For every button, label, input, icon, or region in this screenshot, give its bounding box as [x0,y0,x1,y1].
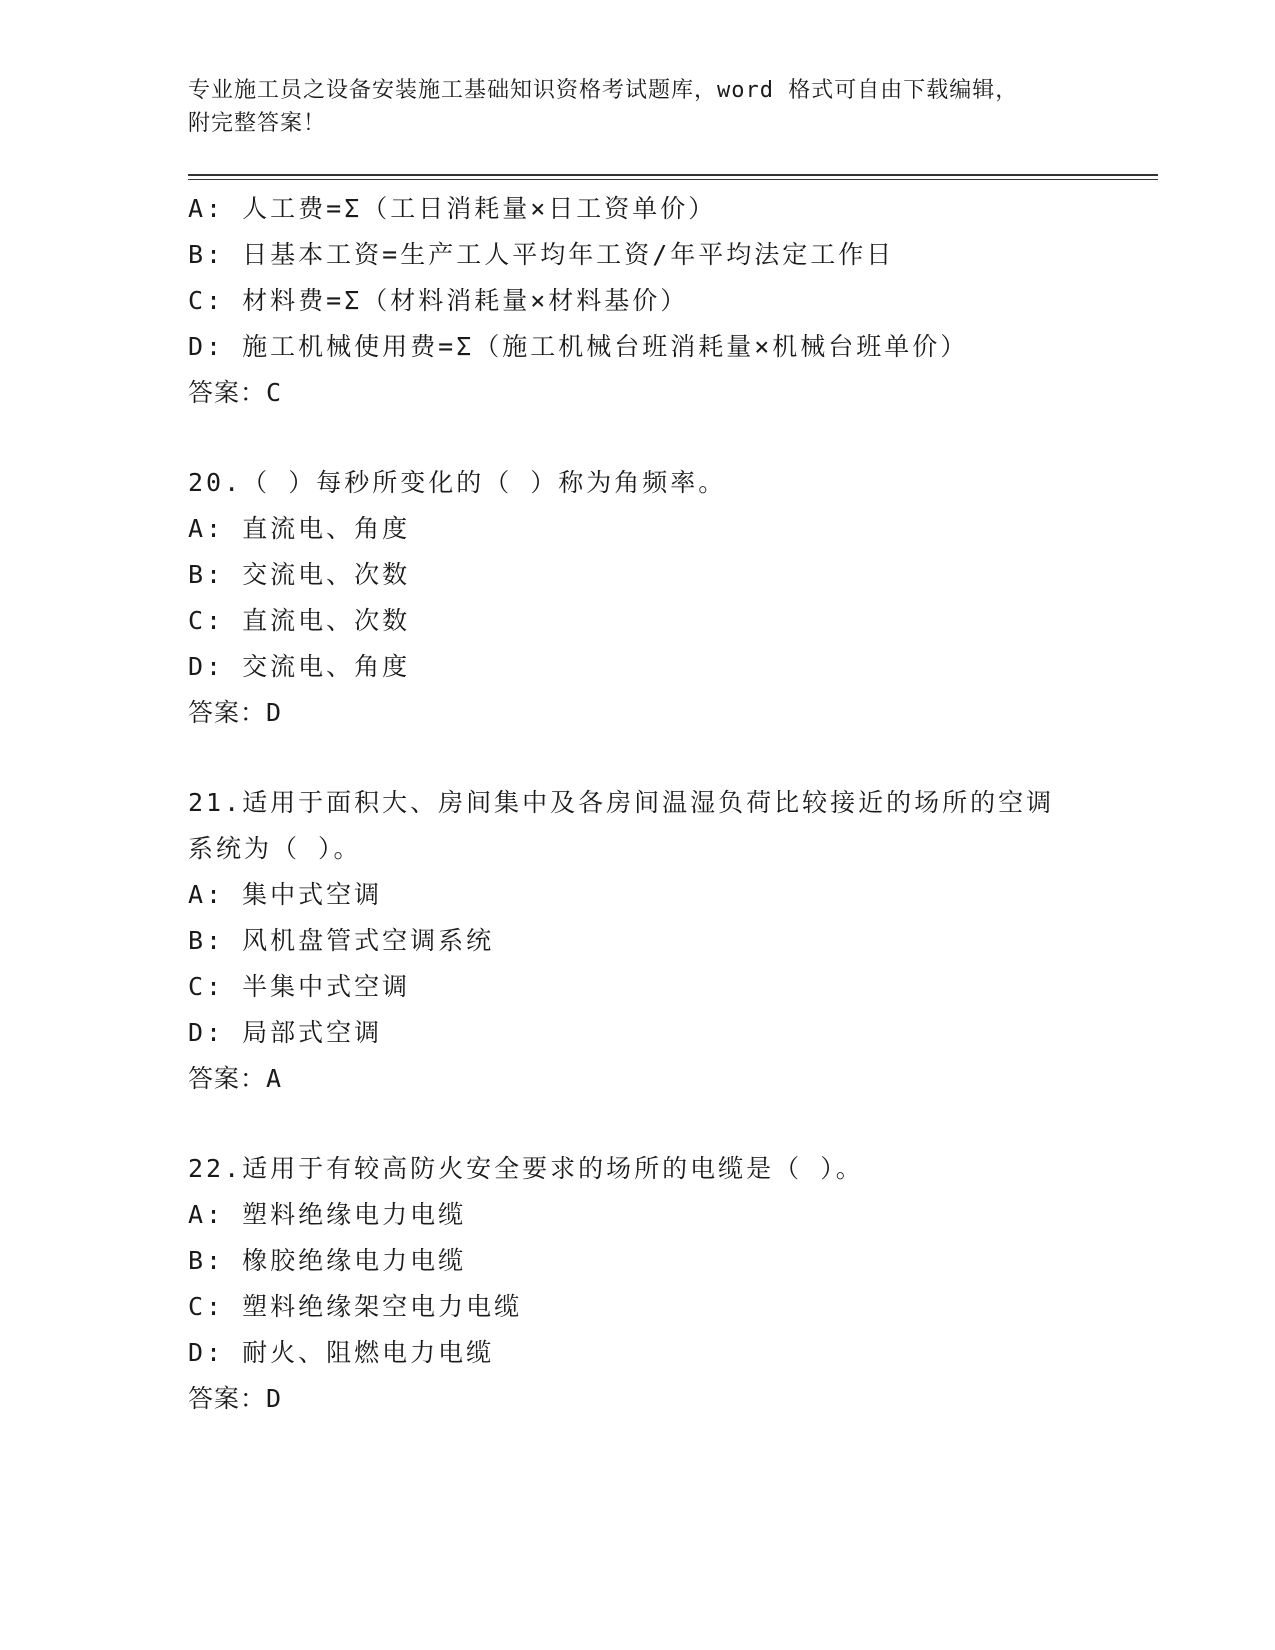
page-header [188,74,1158,140]
question-list [188,186,1158,1422]
option-b: B: 交流电、次数 [188,560,411,589]
option-c: C: 直流电、次数 [188,606,411,635]
question-text: 22.适用于有较高防火安全要求的场所的电缆是（ ）。 [188,1154,864,1183]
option-a: A: 集中式空调 [188,880,383,909]
option-c: C: 半集中式空调 [188,972,411,1001]
header-line-2: 附完整答案！ [188,111,327,136]
option-b: B: 橡胶绝缘电力电缆 [188,1246,467,1275]
question-text: 20.（ ）每秒所变化的（ ）称为角频率。 [188,468,727,497]
option-c: C: 塑料绝缘架空电力电缆 [188,1292,523,1321]
option-a: A: 塑料绝缘电力电缆 [188,1200,467,1229]
header-divider [188,174,1158,180]
header-line-1: 专业施工员之设备安装施工基础知识资格考试题库，word 格式可自由下载编辑， [188,78,1019,103]
option-a: A: 直流电、角度 [188,514,411,543]
question-21 [188,780,1158,1102]
answer: 答案：D [188,1384,283,1413]
option-a: A: 人工费=Σ（工日消耗量×日工资单价） [188,194,717,223]
option-d: D: 局部式空调 [188,1018,383,1047]
question-20 [188,460,1158,736]
option-d: D: 耐火、阻燃电力电缆 [188,1338,495,1367]
option-b: B: 日基本工资=生产工人平均年工资/年平均法定工作日 [188,240,895,269]
question-19 [188,186,1158,416]
answer: 答案：D [188,698,283,727]
question-text-line-2: 系统为（ ）。 [188,834,362,863]
option-d: D: 交流电、角度 [188,652,411,681]
answer: 答案：A [188,1064,283,1093]
document-page [188,74,1158,1422]
question-text-line-1: 21.适用于面积大、房间集中及各房间温湿负荷比较接近的场所的空调 [188,788,1055,817]
answer: 答案：C [188,378,283,407]
option-d: D: 施工机械使用费=Σ（施工机械台班消耗量×机械台班单价） [188,332,969,361]
option-b: B: 风机盘管式空调系统 [188,926,495,955]
question-22 [188,1146,1158,1422]
option-c: C: 材料费=Σ（材料消耗量×材料基价） [188,286,689,315]
